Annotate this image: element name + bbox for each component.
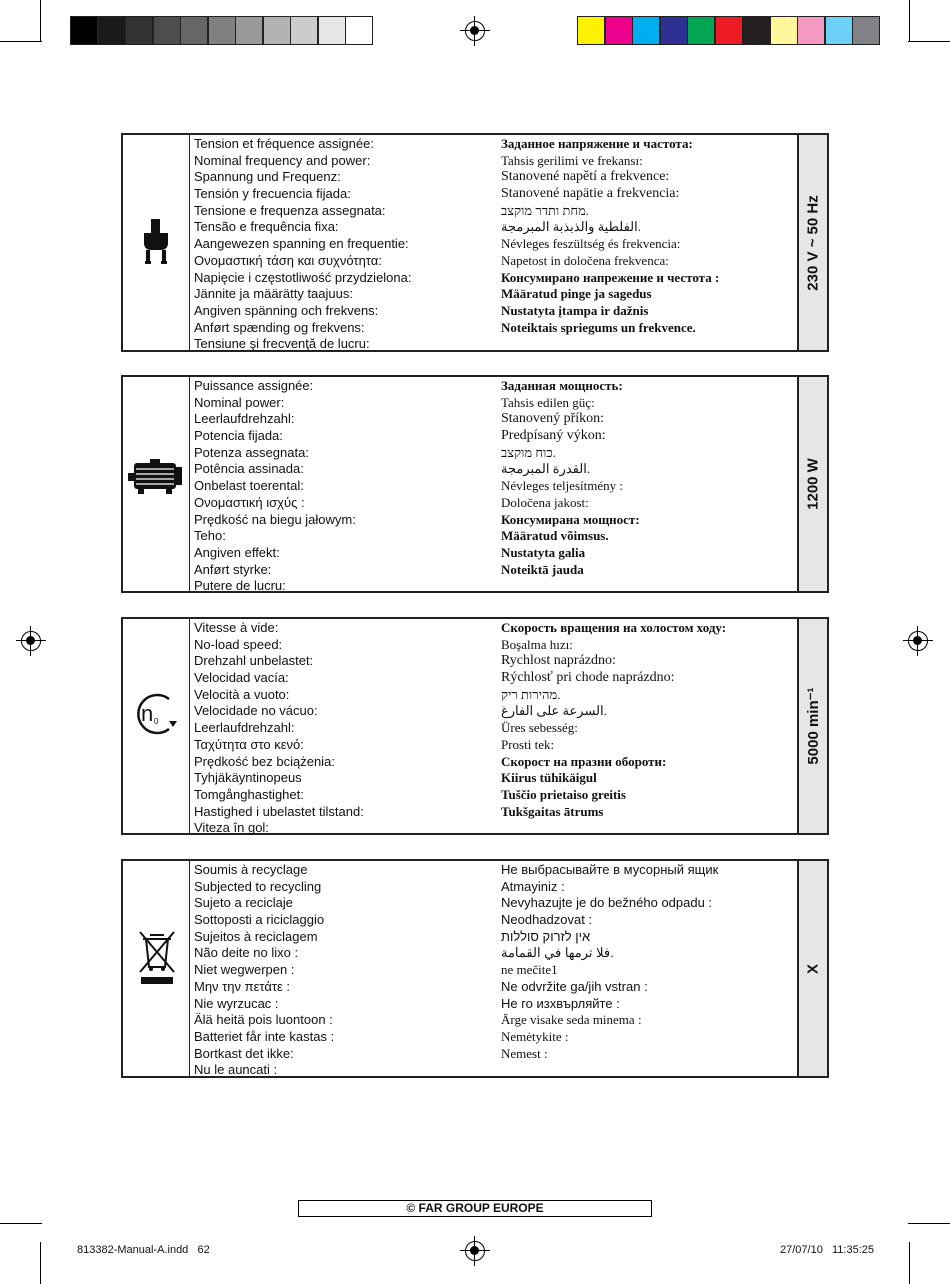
label: Velocidad vacía: [194, 670, 289, 686]
label: Tensiune şi frecvenţă de lucru: [194, 336, 370, 352]
crop-mark [909, 1242, 910, 1284]
svg-text:n: n [141, 701, 154, 726]
color-swatch [715, 16, 743, 45]
label: Tahsis gerilimi ve frekansı: [501, 152, 643, 168]
label: Leerlaufdrehzahl: [194, 411, 295, 427]
label: Potenza assegnata: [194, 444, 309, 460]
label: Tomgånghastighet: [194, 786, 304, 802]
labels-right-column [501, 136, 719, 336]
color-swatch [605, 16, 633, 45]
label: Ονομαστική τάση και συχνότητα: [194, 252, 382, 268]
label: Määratud võimsus. [501, 528, 609, 544]
label: Stanovené napätie a frekvencia: [501, 186, 680, 202]
registration-mark-left [21, 631, 41, 651]
label: Putere de lucru: [194, 578, 286, 594]
gray-swatch [235, 16, 263, 45]
label: Консумирано напрежение и честота : [501, 269, 720, 285]
label: Nie wyrzucac : [194, 995, 279, 1011]
color-swatch [825, 16, 853, 45]
color-swatch [797, 16, 825, 45]
label: Не го изхвърляйте : [501, 995, 620, 1011]
gray-swatch [290, 16, 318, 45]
color-swatch [852, 16, 880, 45]
label: Tensão e frequência fixa: [194, 219, 339, 235]
label: Hastighed i ubelastet tilstand: [194, 803, 364, 819]
copyright-text: © FAR GROUP EUROPE [406, 1201, 544, 1215]
value-cell [797, 135, 827, 350]
label: Subjected to recycling [194, 878, 322, 894]
label: Onbelast toerental: [194, 478, 304, 494]
label: Névleges feszültség és frekvencia: [501, 236, 681, 252]
panel-icon-cell [123, 619, 190, 833]
label: Vitesse à vide: [194, 620, 279, 635]
label: Teho: [194, 528, 226, 544]
label: Prędkość na biegu jałowym: [194, 511, 356, 527]
label: Ne odvržite ga/jih vstran : [501, 978, 648, 994]
file-info: 813382-Manual-A.indd 62 [77, 1244, 210, 1256]
no-load-speed-panel [121, 617, 829, 835]
label: Nu le auncati : [194, 1062, 278, 1078]
gray-swatch [125, 16, 153, 45]
label: Заданная мощность: [501, 378, 623, 393]
label: Rýchlosť pri chode naprázdno: [501, 670, 675, 686]
label: Nemest : [501, 1045, 548, 1061]
label: Jännite ja määrätty taajuus: [194, 286, 353, 302]
label: Tensión y frecuencia fijada: [194, 186, 351, 202]
panel-icon-cell [123, 377, 190, 591]
label: Rychlost naprázdno: [501, 653, 616, 669]
value-cell [797, 861, 827, 1076]
gray-swatch [318, 16, 346, 45]
label: Névleges teljesítmény : [501, 478, 624, 494]
label: الفلطية والذبذبة المبرمجة. [501, 219, 641, 235]
motor-icon [128, 459, 184, 495]
label: Boşalma hızı: [501, 636, 573, 652]
label: מחת ותדר מוקצב. [501, 202, 590, 218]
label: Drehzahl unbelastet: [194, 653, 314, 669]
label: Nominal power: [194, 394, 285, 410]
label: Noteiktais spriegums un frekvence. [501, 319, 696, 335]
no-load-speed-icon [131, 691, 185, 737]
label: Ονομαστική ισχύς : [194, 494, 305, 510]
color-swatch [770, 16, 798, 45]
gray-swatch [70, 16, 98, 45]
label: ne mečite1 [501, 962, 558, 978]
label: Batteriet får inte kastas : [194, 1028, 335, 1044]
recycling-value: X [804, 963, 822, 974]
crop-mark [908, 1223, 950, 1224]
label: Neodhadzovat : [501, 912, 593, 928]
label: السرعة على الفارغ. [501, 703, 607, 719]
label: Μην την πετάτε : [194, 978, 291, 994]
label: Nustatyta įtampa ir dažnis [501, 302, 649, 318]
label: Sottoposti a riciclaggio [194, 912, 325, 928]
label: Stanovené napětí a frekvence: [501, 169, 670, 185]
gray-swatch [98, 16, 126, 45]
label: فلا ترمها في القمامة. [501, 945, 614, 961]
label: Potencia fijada: [194, 428, 283, 444]
color-swatch [660, 16, 688, 45]
label: Tuščio prietaiso greitis [501, 786, 626, 802]
label: Nemėtykite : [501, 1028, 569, 1044]
label: Tyhjäkäyntinopeus [194, 770, 302, 786]
registration-mark-bottom [465, 1241, 485, 1261]
label: Prędkość bez bciążenia: [194, 753, 335, 769]
label: Spannung und Frequenz: [194, 169, 341, 185]
label: Älä heitä pois luontoon : [194, 1012, 333, 1028]
gray-swatch [345, 16, 373, 45]
label: מהירות ריק. [501, 686, 561, 702]
label: Ärge visake seda minema : [501, 1012, 642, 1028]
label: Prosti tek: [501, 736, 555, 752]
label: Potência assinada: [194, 461, 304, 477]
crop-mark [0, 1223, 42, 1224]
label: Stanovený příkon: [501, 411, 605, 427]
label: Velocità a vuoto: [194, 686, 290, 702]
label: Napięcie i częstotliwość przydzielona: [194, 269, 412, 285]
panel-icon-cell [123, 861, 190, 1076]
label: Nustatyta galia [501, 544, 586, 560]
registration-mark-right [908, 631, 928, 651]
rated-voltage-value: 230 V ~ 50 Hz [804, 194, 822, 291]
label: Скорость вращения на холостом ходу: [501, 620, 727, 635]
label: Predpísaný výkon: [501, 428, 606, 444]
label: Sujeto a reciclaje [194, 895, 293, 911]
label: Določena jakost: [501, 494, 589, 510]
rated-power-panel [121, 375, 829, 593]
label: Anført spænding og frekvens: [194, 319, 365, 335]
label: Скорост на празни обороти: [501, 753, 667, 769]
label: Заданное напряжение и частота: [501, 136, 693, 151]
label: Nominal frequency and power: [194, 152, 371, 168]
color-swatch [687, 16, 715, 45]
label: Tensione e frequenza assegnata: [194, 202, 386, 218]
label: Bortkast det ikke: [194, 1045, 294, 1061]
gray-swatch [263, 16, 291, 45]
svg-text:0: 0 [154, 717, 159, 726]
label: Velocidade no vácuo: [194, 703, 318, 719]
label: Tukšgaitas ātrums [501, 803, 604, 819]
crop-mark [908, 41, 950, 42]
label: אין לזרוק סוללות [501, 928, 591, 944]
label: No-load speed: [194, 636, 283, 652]
crop-mark [909, 0, 910, 42]
label: Aangewezen spanning en frequentie: [194, 236, 409, 252]
label: Puissance assignée: [194, 378, 314, 393]
color-swatch [742, 16, 770, 45]
label: Angiven spänning och frekvens: [194, 302, 379, 318]
print-timestamp: 27/07/10 11:35:25 [780, 1244, 874, 1256]
no-load-speed-value: 5000 min⁻¹ [805, 687, 822, 765]
label: Ταχύτητα στο κενό: [194, 736, 304, 752]
label: Niet wegwerpen : [194, 962, 295, 978]
registration-mark-top [465, 21, 485, 41]
rated-power-value: 1200 W [804, 458, 822, 510]
label: Leerlaufdrehzahl: [194, 720, 295, 736]
labels-left-column [194, 620, 364, 837]
label: Angiven effekt: [194, 544, 280, 560]
label: Nevyhazujte je do bežného odpadu : [501, 895, 713, 911]
crossed-bin-icon [137, 929, 177, 987]
label: Määratud pinge ja sagedus [501, 286, 652, 302]
label: Atmayiniz : [501, 878, 565, 894]
rated-voltage-panel [121, 133, 829, 352]
label: Консумирана мощност: [501, 511, 640, 527]
label: Tahsis edilen güç: [501, 394, 595, 410]
crop-mark [40, 0, 41, 42]
label: Viteza în gol: [194, 820, 269, 836]
gray-swatch [208, 16, 236, 45]
label: Anført styrke: [194, 561, 272, 577]
label: Tension et fréquence assignée: [194, 136, 374, 151]
label: Не выбрасывайте в мусорный ящик [501, 862, 719, 877]
value-cell [797, 619, 827, 833]
labels-left-column [194, 136, 411, 353]
labels-right-column [501, 862, 718, 1062]
color-swatch [577, 16, 605, 45]
label: Noteiktā jauda [501, 561, 584, 577]
color-swatch [632, 16, 660, 45]
label: القدرة المبرمجة. [501, 461, 591, 477]
label: Kiirus tühikäigul [501, 770, 597, 786]
value-cell [797, 377, 827, 591]
plug-icon [136, 217, 176, 267]
copyright-box [298, 1200, 652, 1217]
panel-icon-cell [123, 135, 190, 350]
label: Üres sebesség: [501, 720, 578, 736]
crop-mark [40, 1242, 41, 1284]
labels-right-column [501, 620, 726, 820]
label: כוח מוקצב. [501, 444, 556, 460]
label: Não deite no lixo : [194, 945, 299, 961]
label: Soumis à recyclage [194, 862, 308, 877]
label: Sujeitos à reciclagem [194, 928, 318, 944]
crop-mark [0, 41, 42, 42]
label: Napetost in določena frekvenca: [501, 252, 669, 268]
labels-right-column [501, 378, 640, 578]
recycling-panel [121, 859, 829, 1078]
gray-swatch [180, 16, 208, 45]
labels-left-column [194, 378, 356, 595]
labels-left-column [194, 862, 334, 1079]
gray-swatch [153, 16, 181, 45]
